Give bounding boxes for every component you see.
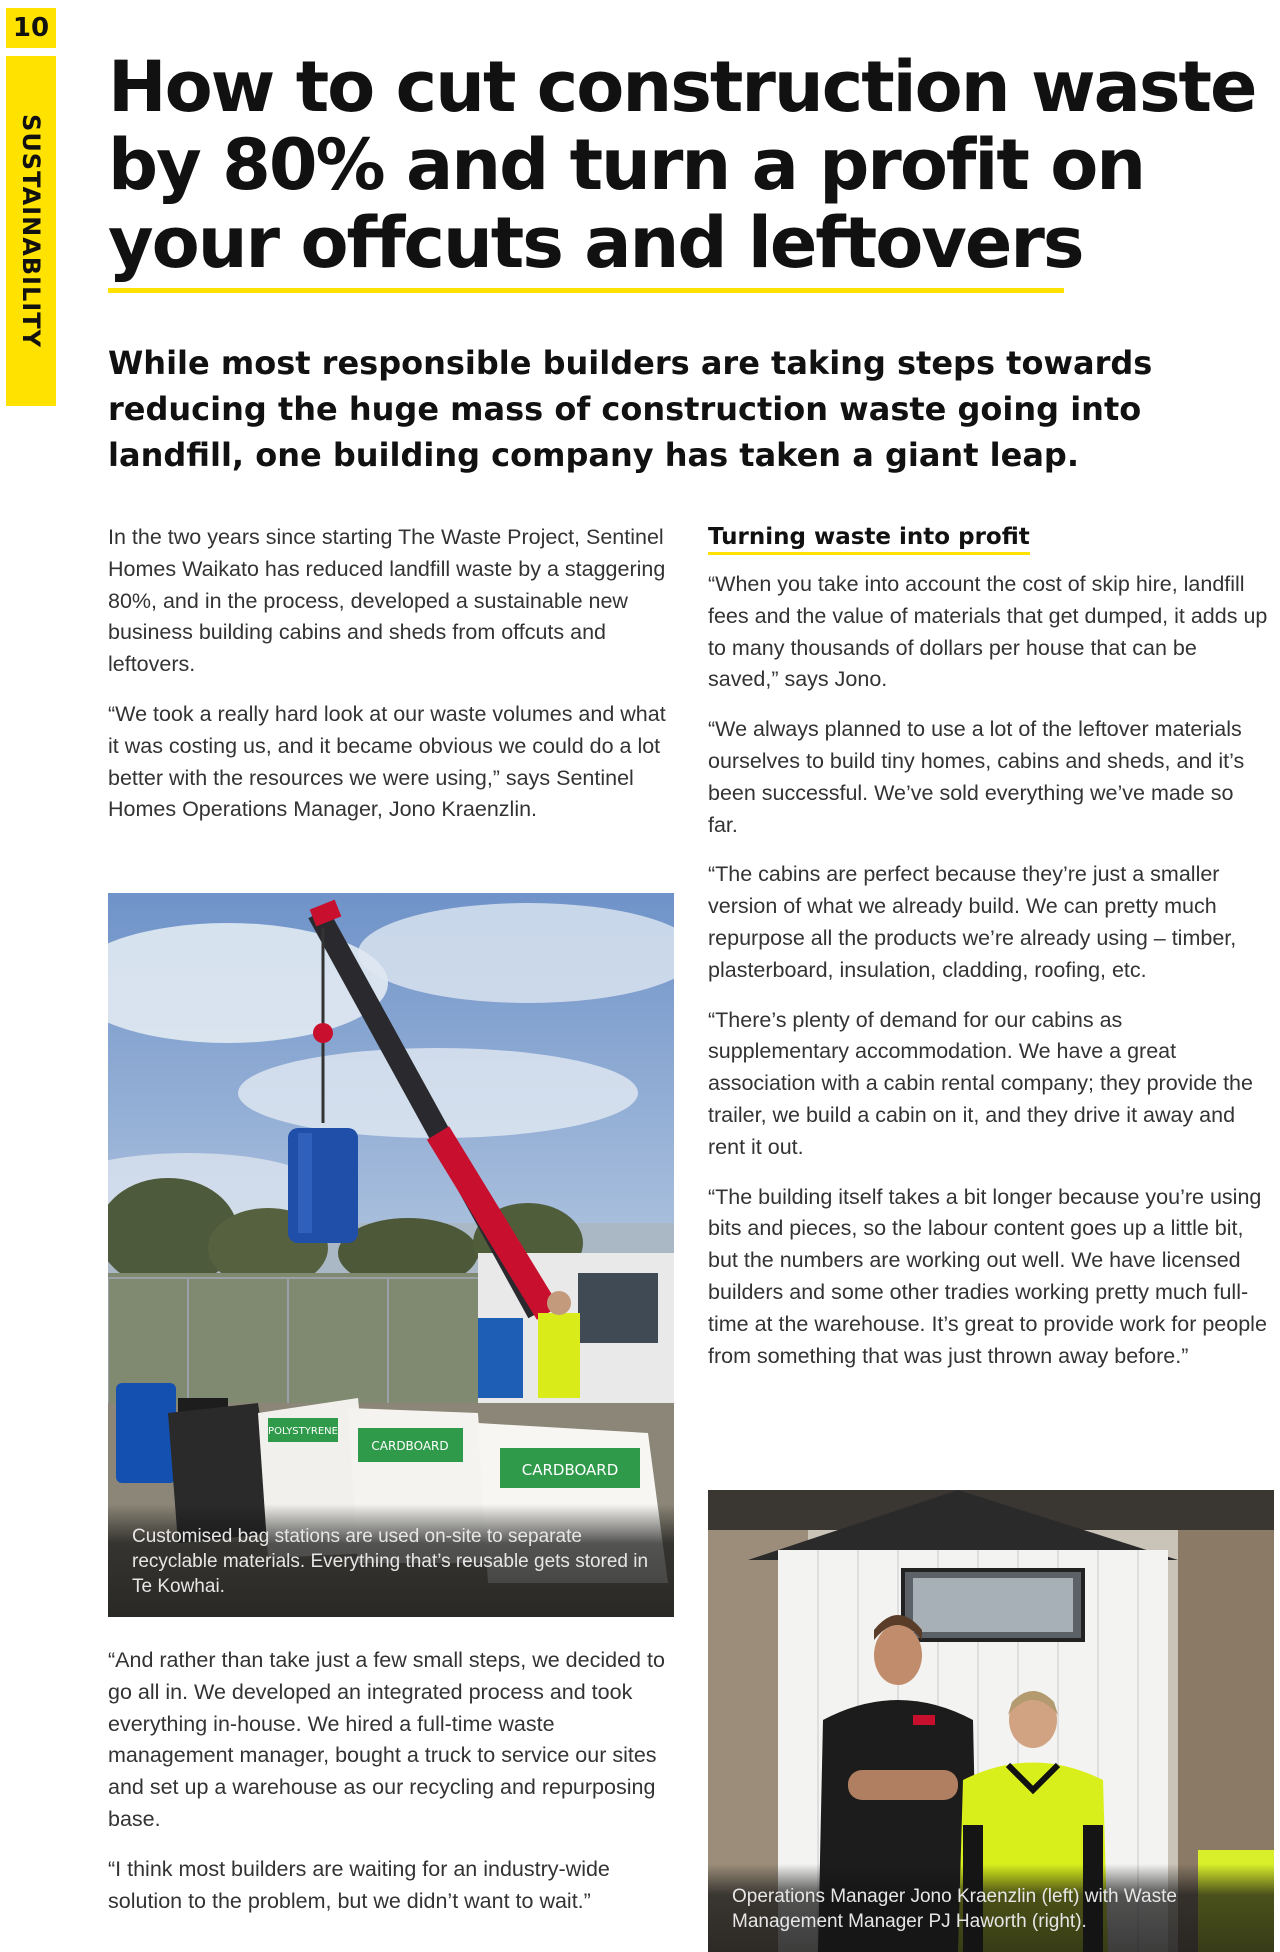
body-paragraph: “And rather than take just a few small steps, we decided to go all in. We developed an integrated process and took everything in-house. We hired a full-time waste management manager, bought a truck to service our sites and set up a warehouse as our recycling and repurposing base. [108,1648,665,1831]
body-paragraph: “We took a really hard look at our waste volumes and what it was costing us, and it became obvious we could do a lot better with the resources we were using,” says Sentinel Homes Operations Manager, Jono Kraenzlin. [108,701,666,822]
site-photo [108,893,674,1617]
body-paragraph: “We always planned to use a lot of the leftover materials ourselves to build tiny homes, cabins and sheds, and it’s been successful. We’ve sold everything we’ve made so far. [708,717,1245,837]
page-number: 10 [6,8,56,48]
body-paragraph: In the two years since starting The Waste Project, Sentinel Homes Waikato has reduced landfill waste by a staggering 80%, and in the process, developed a sustainable new business building cabins and sheds from offcuts and leftovers. [108,525,666,677]
right-column [708,522,1268,1390]
body-paragraph: “There’s plenty of demand for our cabins as supplementary accommodation. We have a great association with a cabin rental company; they provide the trailer, we build a cabin on it, and they drive it away and rent it out. [708,1007,1253,1159]
body-paragraph: “When you take into account the cost of skip hire, landfill fees and the value of materials that get dumped, it adds up to many thousands of dollars per house that can be saved,” says Jono. [708,572,1268,692]
section-label: SUSTAINABILITY [17,114,45,348]
staff-photo [708,1490,1274,1952]
left-column [108,522,678,844]
article-title: How to cut construction waste by 80% and turn a profit on your offcuts and leftovers [108,46,1256,284]
site-photo-caption: Customised bag stations are used on-site to separate recyclable materials. Everything that’s reusable gets stored in Te Kowhai. [108,1504,674,1617]
body-paragraph: “The cabins are perfect because they’re just a smaller version of what we already build. We can pretty much repurpose all the products we’re already using – timber, plasterboard, insulation, cladding, roofing, etc. [708,862,1237,982]
staff-photo-caption: Operations Manager Jono Kraenzlin (left) with Waste Management Manager PJ Haworth (right). [708,1864,1274,1952]
bag-label: CARDBOARD [521,1461,619,1479]
body-paragraph: “The building itself takes a bit longer because you’re using bits and pieces, so the labour content goes up a little bit, but the numbers are working out well. We have licensed builders and some other tradies working pretty much full-time at the warehouse. It’s great to provide work for people from something that was just thrown away before.” [708,1184,1267,1368]
bag-label: POLYSTYRENE [268,1426,338,1437]
body-paragraph: “I think most builders are waiting for an industry-wide solution to the problem, but we didn’t want to wait.” [108,1856,610,1913]
subheading: Turning waste into profit [708,522,1030,555]
section-tab [6,56,56,406]
standfirst: While most responsible builders are taking steps towards reducing the huge mass of construction waste going into landfill, one building company has taken a giant leap. [108,344,1153,474]
left-column-lower [108,1645,678,1935]
title-underline [108,288,1064,293]
bag-label: CARDBOARD [371,1439,449,1453]
